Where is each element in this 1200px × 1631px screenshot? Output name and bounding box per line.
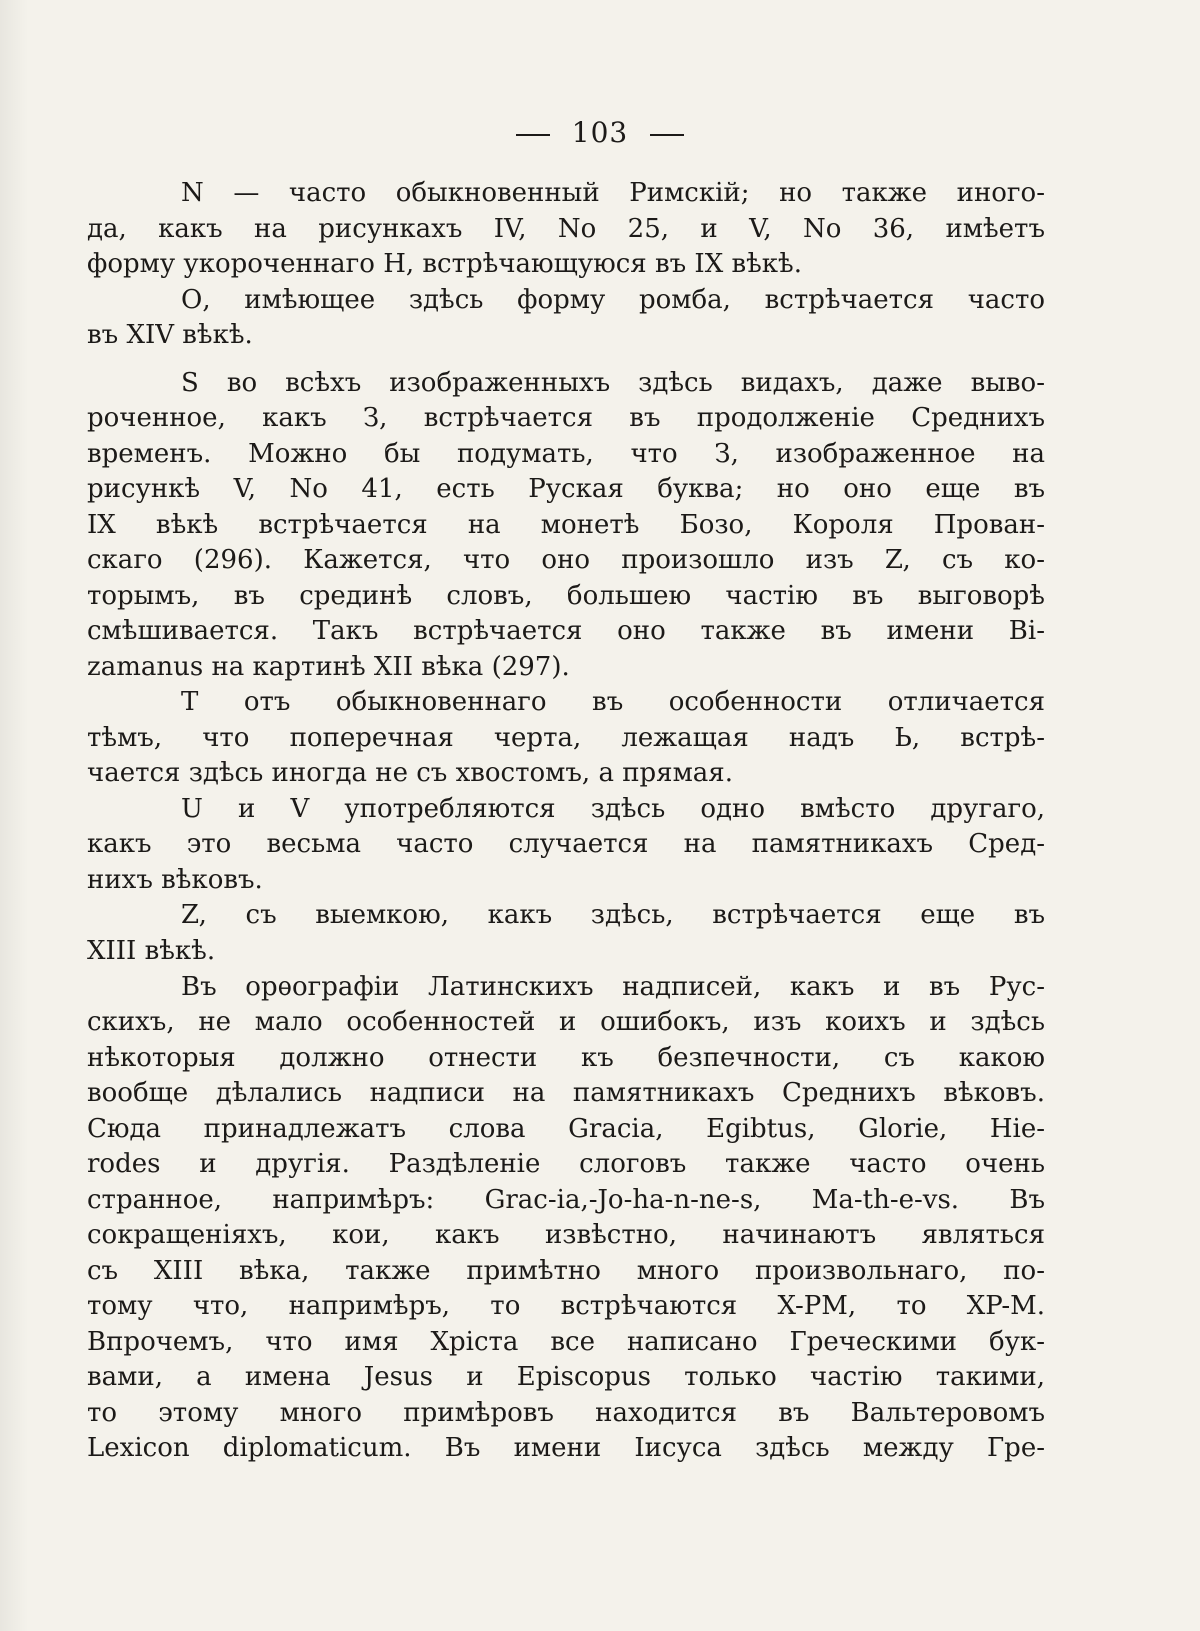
- page-number-text: 103: [571, 116, 629, 149]
- text-line: временъ. Можно бы подумать, что З, изображенное на: [87, 439, 1045, 469]
- text-line: нѣкоторыя должно отнести къ безпечности, съ какою: [87, 1043, 1045, 1073]
- text-line: вами, а имена Jesus и Episcopus только частію такими,: [87, 1362, 1045, 1392]
- text-line: S во всѣхъ изображенныхъ здѣсь видахъ, даже выво-: [181, 368, 1045, 398]
- text-line: торымъ, въ срединѣ словъ, большею частію въ выговорѣ: [87, 581, 1045, 611]
- text-line: U и V употребляются здѣсь одно вмѣсто другаго,: [181, 794, 1045, 824]
- text-line: Сюда принадлежатъ слова Gracia, Egibtus, Glorie, Hie-: [87, 1114, 1045, 1144]
- text-line: чается здѣсь иногда не съ хвостомъ, а прямая.: [87, 758, 733, 788]
- text-line: какъ это весьма часто случается на памятникахъ Сред-: [87, 829, 1045, 859]
- text-line: rodes и другія. Раздѣленіе слоговъ также часто очень: [87, 1149, 1045, 1179]
- text-line: роченное, какъ З, встрѣчается въ продолженіе Среднихъ: [87, 403, 1045, 433]
- text-line: XIII вѣкѣ.: [87, 936, 216, 966]
- text-line: О, имѣющее здѣсь форму ромба, встрѣчается часто: [181, 285, 1045, 315]
- text-line: нихъ вѣковъ.: [87, 865, 263, 895]
- text-line: Впрочемъ, что имя Хріста все написано Греческими бук-: [87, 1327, 1045, 1357]
- text-line: смѣшивается. Такъ встрѣчается оно также въ имени Bi-: [87, 616, 1045, 646]
- text-line: IX вѣкѣ встрѣчается на монетѣ Бозо, Короля Прован-: [87, 510, 1045, 540]
- text-line: съ XIII вѣка, также примѣтно много произвольнаго, по-: [87, 1256, 1045, 1286]
- text-line: странное, напримѣръ: Grac-ia,-Jo-ha-n-ne-s, Ma-th-e-vs. Въ: [87, 1185, 1045, 1215]
- text-line: Т отъ обыкновеннаго въ особенности отличается: [181, 687, 1045, 717]
- text-line: форму укороченнаго Н, встрѣчающуюся въ IX вѣкѣ.: [87, 249, 802, 279]
- text-line: zamanus на картинѣ XII вѣка (297).: [87, 652, 570, 682]
- text-line: скаго (296). Кажется, что оно произошло изъ Z, съ ко-: [87, 545, 1045, 575]
- text-line: N — часто обыкновенный Римскій; но также иного-: [181, 178, 1045, 208]
- text-line: рисункѣ V, No 41, есть Руская буква; но оно еще въ: [87, 474, 1045, 504]
- text-line: Lexicon diplomaticum. Въ имени Іисуса здѣсь между Гре-: [87, 1433, 1045, 1463]
- page-number: [0, 116, 1200, 149]
- text-line: Z, съ выемкою, какъ здѣсь, встрѣчается еще въ: [181, 900, 1045, 930]
- folio-dash-right: [650, 134, 684, 136]
- text-line: вообще дѣлались надписи на памятникахъ Среднихъ вѣковъ.: [87, 1078, 1045, 1108]
- text-line: да, какъ на рисункахъ IV, No 25, и V, No 36, имѣетъ: [87, 214, 1045, 244]
- text-line: то этому много примѣровъ находится въ Вальтеровомъ: [87, 1398, 1045, 1428]
- folio-dash-left: [516, 134, 550, 136]
- text-line: тому что, напримѣръ, то встрѣчаются X-PM, то XP-M.: [87, 1291, 1045, 1321]
- text-line: Въ орѳографіи Латинскихъ надписей, какъ и въ Рус-: [181, 972, 1045, 1002]
- text-line: сокращеніяхъ, кои, какъ извѣстно, начинаютъ являться: [87, 1220, 1045, 1250]
- text-line: скихъ, не мало особенностей и ошибокъ, изъ коихъ и здѣсь: [87, 1007, 1045, 1037]
- text-line: тѣмъ, что поперечная черта, лежащая надъ Ь, встрѣ-: [87, 723, 1045, 753]
- text-line: въ XIV вѣкѣ.: [87, 320, 253, 350]
